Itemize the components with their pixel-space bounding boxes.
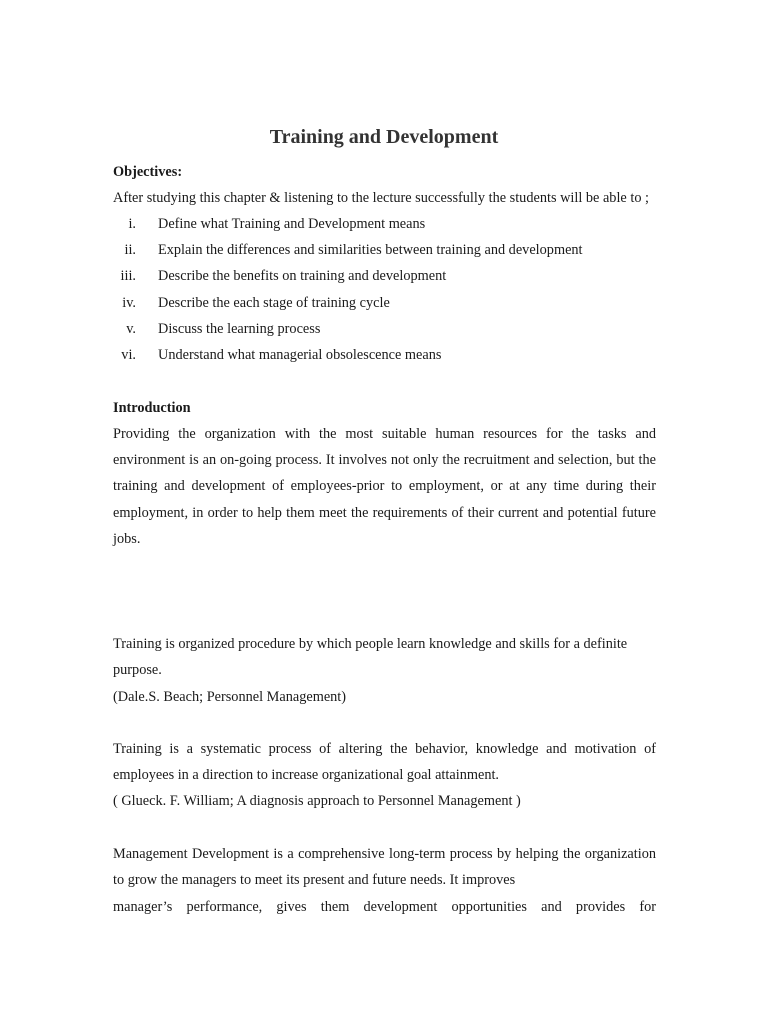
list-item — [113, 263, 673, 289]
list-item — [113, 316, 673, 342]
list-item-number: i. — [128, 216, 136, 232]
introduction-heading: Introduction — [113, 400, 191, 416]
introduction-paragraph: Providing the organization with the most suitable human resources for the tasks and environment is an on-going process. It involves not only the recruitment and selection, but the training and development of employees-prior to employment, or at any time during their employment, in order to help them meet the requirements of their current and potential future jobs. — [113, 426, 656, 547]
definition-management-development-continued: manager’s performance, gives them development opportunities and provides for — [113, 899, 656, 915]
list-item — [113, 342, 673, 368]
list-item-number: iii. — [120, 268, 136, 285]
list-item-number: vi. — [121, 347, 136, 364]
objectives-list — [113, 211, 673, 368]
list-item — [113, 237, 673, 263]
list-item — [113, 211, 673, 237]
citation-beach: (Dale.S. Beach; Personnel Management) — [113, 689, 347, 705]
objectives-heading: Objectives: — [113, 164, 183, 180]
list-item-number: iv. — [122, 294, 136, 311]
citation-glueck: ( Glueck. F. William; A diagnosis approach to Personnel Management ) — [113, 793, 521, 809]
list-item-number: v. — [126, 320, 136, 337]
list-item-text: Describe the each stage of training cycle — [158, 294, 390, 311]
list-item-number: ii. — [124, 242, 136, 259]
definition-management-development: Management Development is a comprehensive long-term process by helping the organization to grow the managers to meet its present and future needs. It improves — [113, 846, 656, 889]
list-item — [113, 290, 673, 316]
definition-training-2: Training is a systematic process of altering the behavior, knowledge and motivation of employees in a direction to increase organizational goal attainment. — [113, 741, 656, 784]
objectives-intro: After studying this chapter & listening to the lecture successfully the students will be able to ; — [113, 190, 650, 206]
list-item-text: Discuss the learning process — [158, 320, 321, 337]
list-item-text: Describe the benefits on training and development — [158, 268, 447, 285]
list-item-text: Explain the differences and similarities between training and development — [158, 242, 583, 259]
list-item-text: Understand what managerial obsolescence means — [158, 347, 442, 364]
definition-training-1: Training is organized procedure by which people learn knowledge and skills for a definite purpose. — [113, 636, 628, 679]
page-title: Training and Development — [269, 126, 499, 148]
list-item-text: Define what Training and Development means — [158, 216, 426, 232]
